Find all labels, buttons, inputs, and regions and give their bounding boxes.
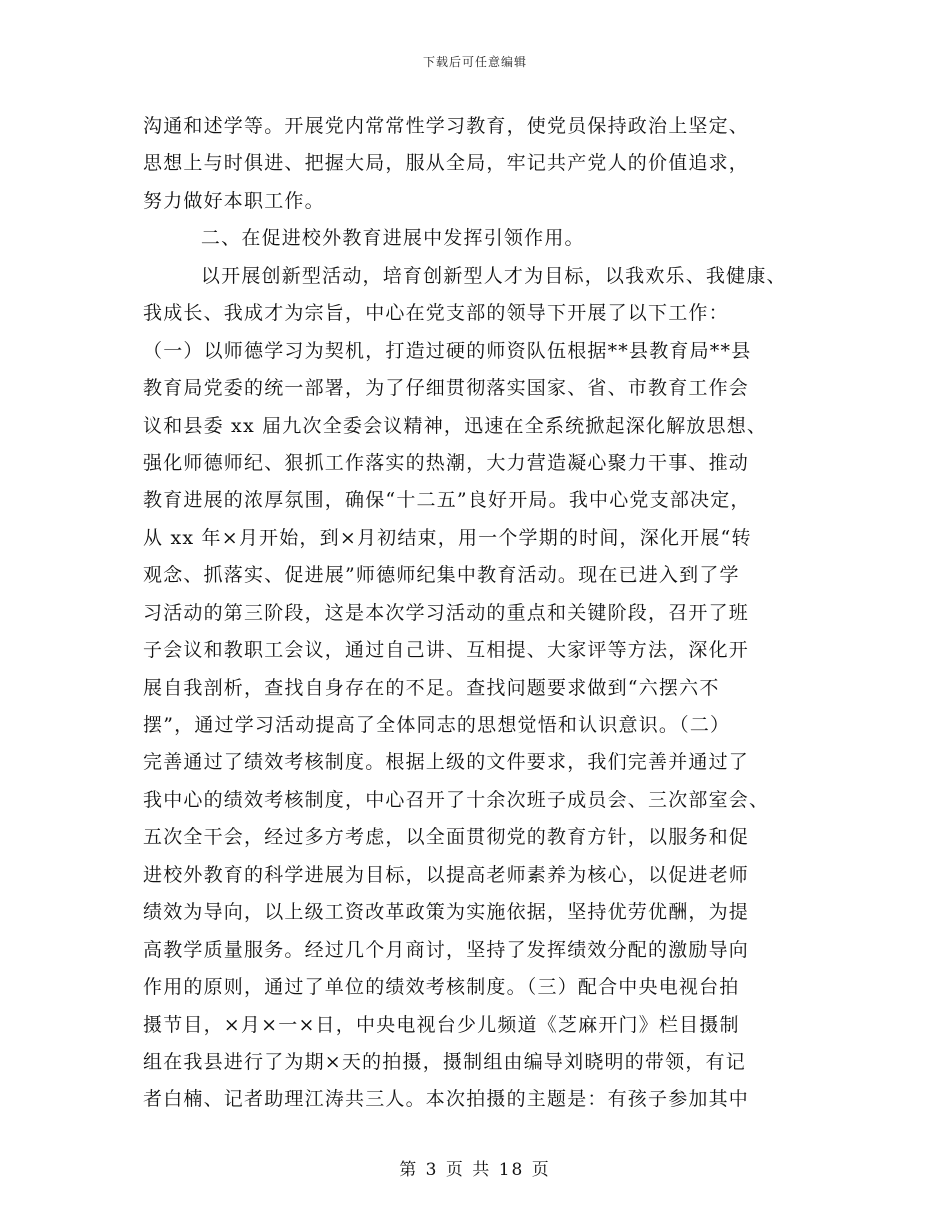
page-header: 下载后可任意编辑 xyxy=(422,55,527,69)
text-line: （一）以师德学习为契机，打造过硬的师资队伍根据**县教育局**县 xyxy=(143,339,752,362)
text-line: 五次全干会，经过多方考虑，以全面贯彻党的教育方针，以服务和促 xyxy=(143,826,750,849)
text-line: 观念、抓落实、促进展”师德师纪集中教育活动。现在已进入到了学 xyxy=(143,564,740,587)
text-line: 者白楠、记者助理江涛共三人。本次拍摄的主题是：有孩子参加其中 xyxy=(143,1088,750,1111)
text-line: 绩效为导向，以上级工资改革政策为实施依据，坚持优劳优酬，为提 xyxy=(143,901,750,924)
text-line: 完善通过了绩效考核制度。根据上级的文件要求，我们完善并通过了 xyxy=(143,751,750,774)
text-line: 教育局党委的统一部署，为了仔细贯彻落实国家、省、市教育工作会 xyxy=(143,377,750,400)
text-line: 强化师德师纪、狠抓工作落实的热潮，大力营造凝心聚力干事、推动 xyxy=(143,451,750,474)
text-line: 子会议和教职工会议，通过自己讲、互相提、大家评等方法，深化开 xyxy=(143,639,750,662)
text-line: 展自我剖析，查找自身存在的不足。查找问题要求做到“六摆六不 xyxy=(143,676,720,699)
text-line: 摆”，通过学习活动提高了全体同志的思想觉悟和认识意识。（二） xyxy=(143,714,731,736)
text-line: 摄节目，×月×一×日，中央电视台少儿频道《芝麻开门》栏目摄制 xyxy=(143,1013,740,1036)
text-line: 议和县委 xx 届九次全委会议精神，迅速在全系统掀起深化解放思想、 xyxy=(143,414,768,437)
text-line: 教育进展的浓厚氛围，确保“十二五”良好开局。我中心党支部决定， xyxy=(143,489,751,512)
text-line: 思想上与时俱进、把握大局，服从全局，牢记共产党人的价值追求， xyxy=(143,152,750,175)
text-line: 我成长、我成才为宗旨，中心在党支部的领导下开展了以下工作： xyxy=(143,302,729,325)
text-line: 高教学质量服务。经过几个月商讨，坚持了发挥绩效分配的激励导向 xyxy=(143,938,750,961)
text-line: 我中心的绩效考核制度，中心召开了十余次班子成员会、三次部室会、 xyxy=(143,788,770,811)
page-footer: 第 3 页 共 18 页 xyxy=(399,1160,551,1180)
text-line: 习活动的第三阶段，这是本次学习活动的重点和关键阶段，召开了班 xyxy=(143,601,750,624)
text-line: 作用的原则，通过了单位的绩效考核制度。（三）配合中央电视台拍 xyxy=(143,976,740,999)
text-line: 组在我县进行了为期×天的拍摄，摄制组由编导刘晓明的带领，有记 xyxy=(143,1050,746,1073)
text-line: 努力做好本职工作。 xyxy=(143,189,325,212)
text-line: 沟通和述学等。开展党内常常性学习教育，使党员保持政治上坚定、 xyxy=(143,115,750,137)
text-line: 以开展创新型活动，培育创新型人才为目标，以我欢乐、我健康、 xyxy=(143,264,787,287)
text-line: 从 xx 年×月开始，到×月初结束，用一个学期的时间，深化开展“转 xyxy=(143,526,752,549)
text-line: 二、在促进校外教育进展中发挥引领作用。 xyxy=(143,227,585,250)
text-line: 进校外教育的科学进展为目标，以提高老师素养为核心，以促进老师 xyxy=(143,863,750,886)
body-text xyxy=(143,108,803,1119)
